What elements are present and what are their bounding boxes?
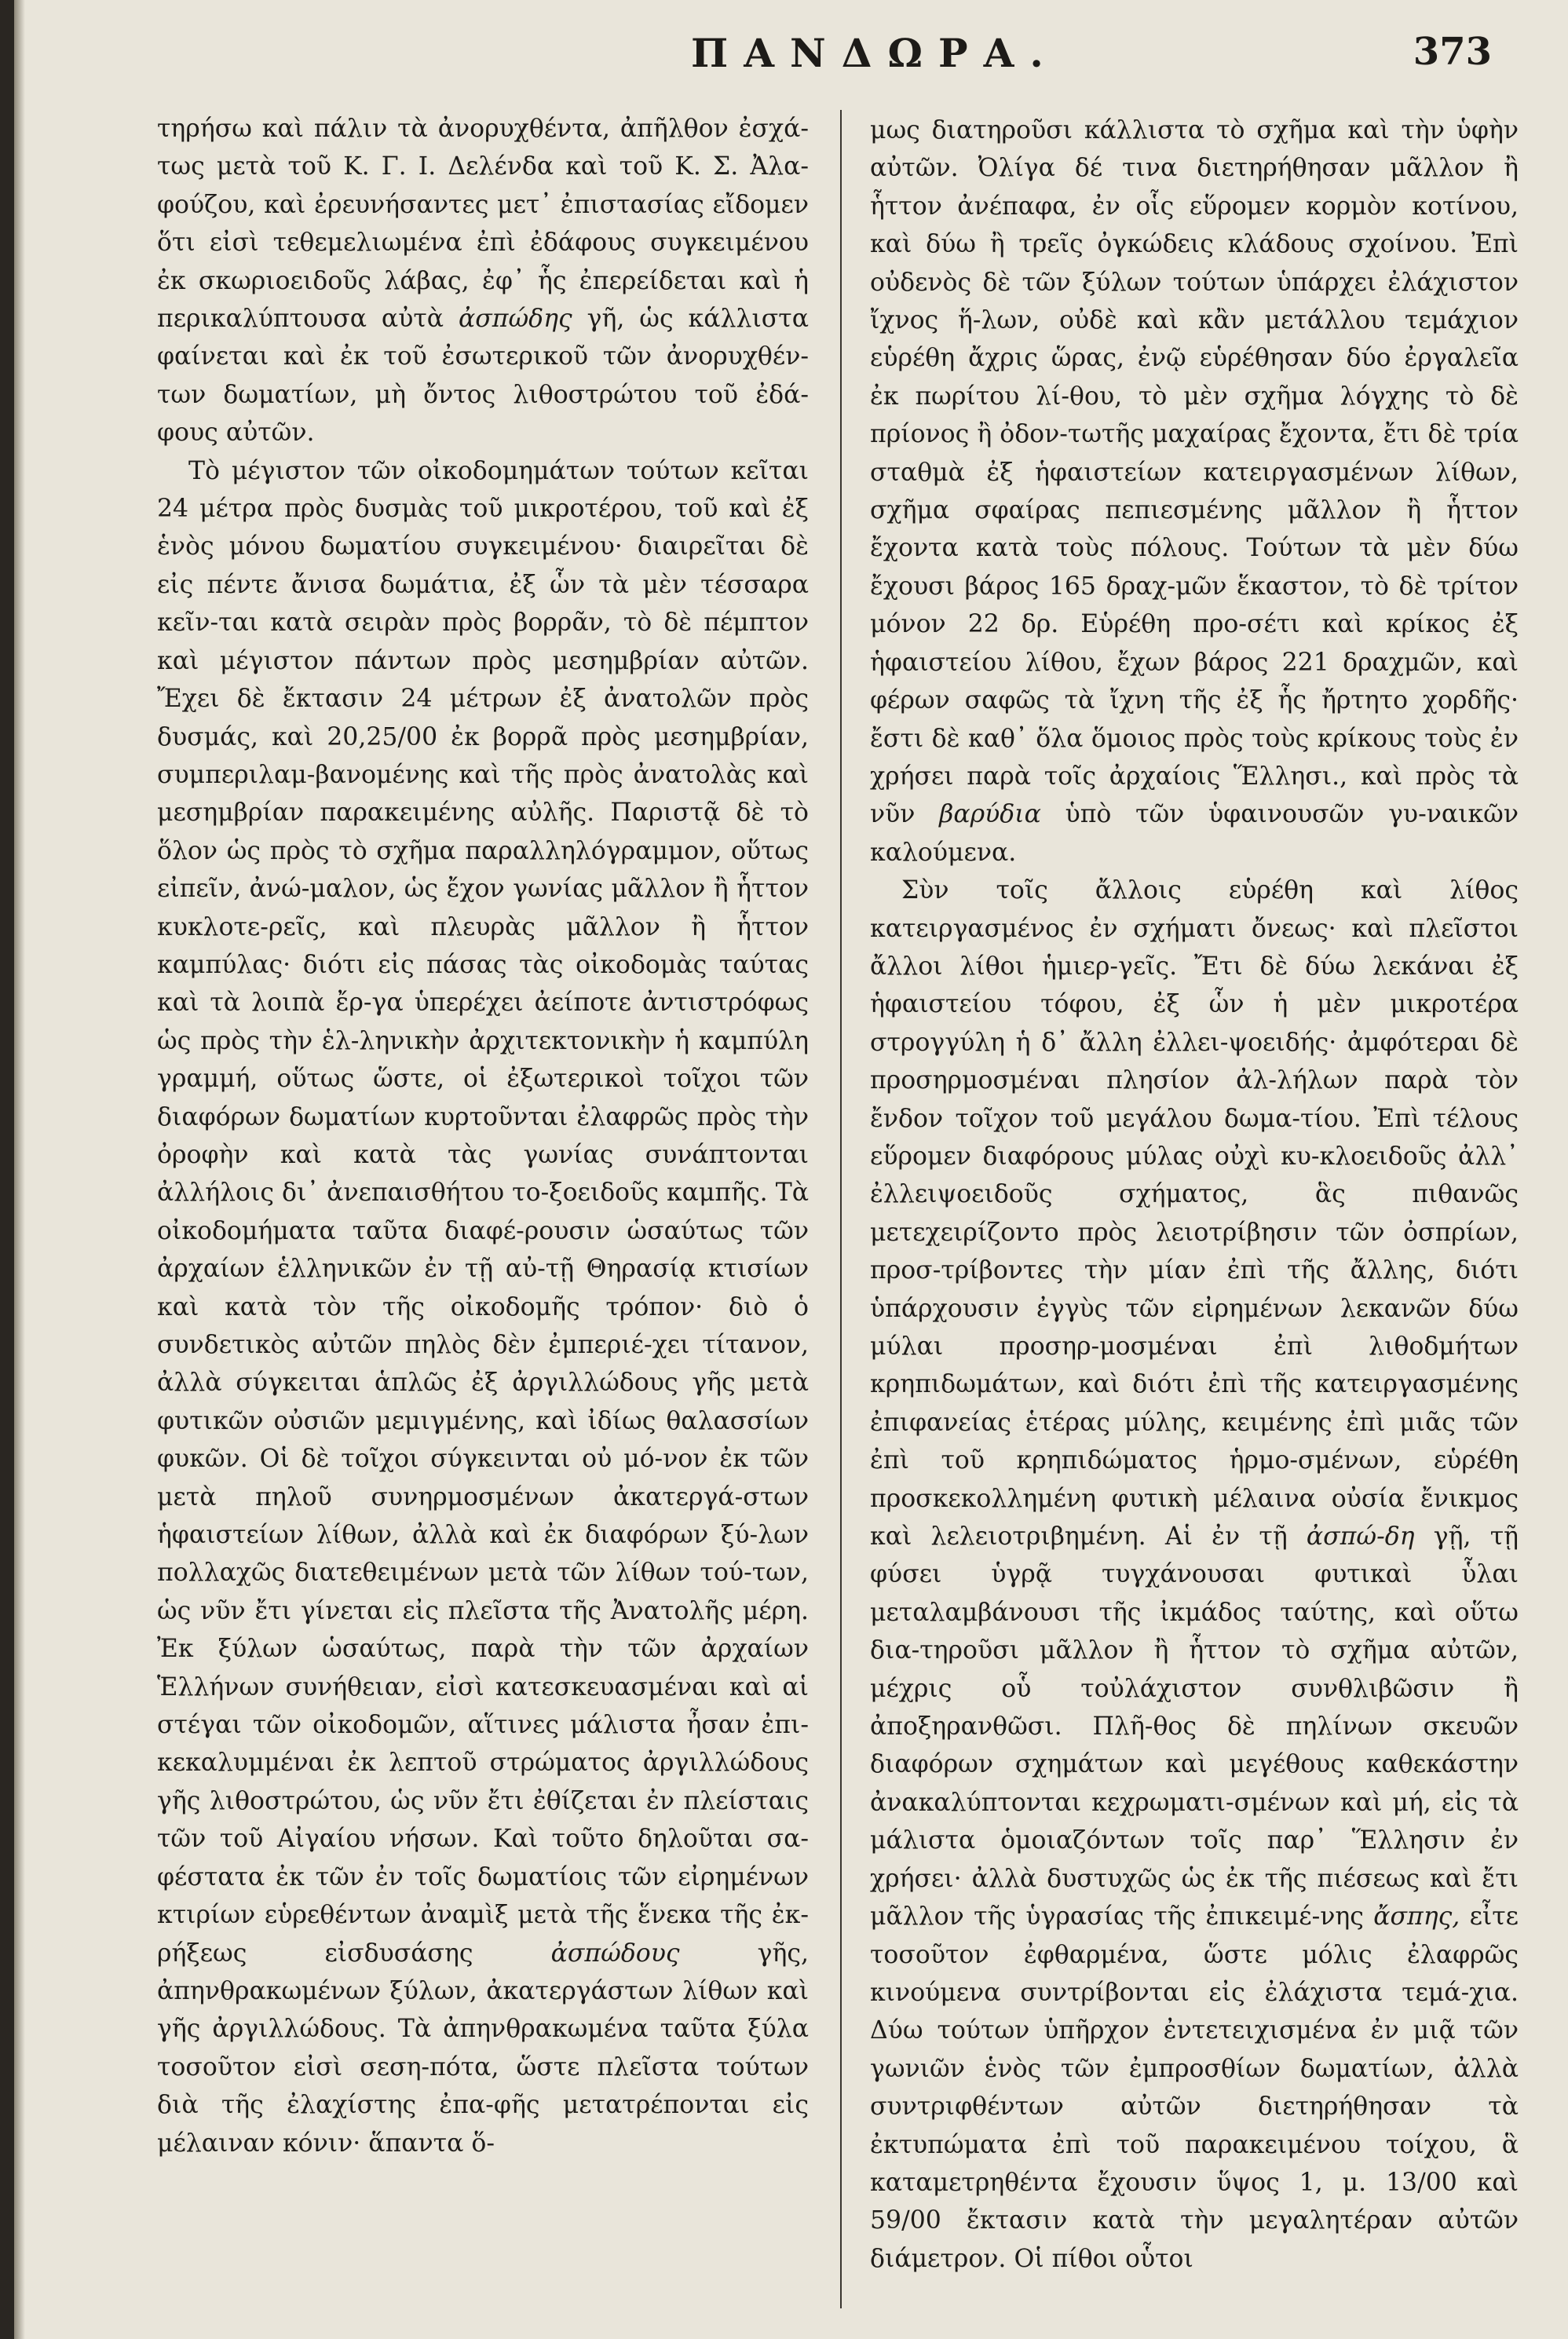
left-column bbox=[157, 110, 809, 2162]
italic-term: ἀσπώδους bbox=[550, 1939, 680, 1968]
paragraph bbox=[870, 872, 1519, 2278]
text-run: ὑπὸ τῶν ὑφαινουσῶν γυ-ναικῶν καλούμενα. bbox=[870, 800, 1519, 867]
text-run: εἶτε τοσοῦτον ἐφθαρμένα, ὥστε μόλις ἐλαφρῶς κινούμενα συντρίβονται εἰς ἐλάχιστα τεμά-χια. Δύω τούτων ὑπῆρχον ἐντετειχισμένα ἐν μιᾷ τῶν γωνιῶν ἑνὸς τῶν ἐμπροσθίων δωματίων, ἀλλὰ συντριφθέντων αὐτῶν διετηρήθησαν τὰ ἐκτυπώματα ἐπὶ τοῦ παρακειμένου τοίχου, ἃ καταμετρηθέντα ἔχουσιν ὕψος 1, μ. 13/00 καὶ 59/00 ἔκτασιν κατὰ τὴν μεγαλητέραν αὐτῶν διάμετρον. Οἱ πίθοι οὗτοι bbox=[870, 1902, 1519, 2273]
binding-shadow bbox=[14, 0, 25, 2339]
italic-term: ἀσπώ-δη bbox=[1306, 1522, 1415, 1551]
italic-term: βαρύδια bbox=[939, 800, 1041, 829]
text-run: Τὸ μέγιστον τῶν οἰκοδομημάτων τούτων κεῖται 24 μέτρα πρὸς δυσμὰς τοῦ μικροτέρου, τοῦ καὶ ἐξ ἑνὸς μόνου δωματίου συγκειμένου· διαιρεῖται δὲ εἰς πέντε ἄνισα δωμάτια, ἐξ ὧν τὰ μὲν τέσσαρα κεῖν-ται κατὰ σειρὰν πρὸς βορρᾶν, τὸ δὲ πέμπτον καὶ μέγιστον πάντων πρὸς μεσημβρίαν αὐτῶν. Ἔχει δὲ ἔκτασιν 24 μέτρων ἐξ ἀνατολῶν πρὸς δυσμάς, καὶ 20,25/00 ἐκ βορρᾶ πρὸς μεσημβρίαν, συμπεριλαμ-βανομένης καὶ τῆς πρὸς ἀνατολὰς καὶ μεσημβρίαν παρακειμένης αὐλῆς. Παριστᾷ δὲ τὸ ὅλον ὡς πρὸς τὸ σχῆμα παραλληλόγραμμον, οὕτως εἰπεῖν, ἀνώ-μαλον, ὡς ἔχον γωνίας μᾶλλον ἢ ἧττον κυκλοτε-ρεῖς, καὶ πλευρὰς μᾶλλον ἢ ἧττον καμπύλας· διότι εἰς πάσας τὰς οἰκοδομὰς ταύτας καὶ τὰ λοιπὰ ἔρ-γα ὑπερέχει ἀείποτε ἀντιστρόφως ὡς πρὸς τὴν ἑλ-ληνικὴν ἀρχιτεκτονικὴν ἡ καμπύλη γραμμή, οὕτως ὥστε, οἱ ἐξωτερικοὶ τοῖχοι τῶν διαφόρων δωματίων κυρτοῦνται ἐλαφρῶς πρὸς τὴν ὀροφὴν καὶ κατὰ τὰς γωνίας συνάπτονται ἀλλήλοις δι᾽ ἀνεπαισθήτου το-ξοειδοῦς καμπῆς. Τὰ οἰκοδομήματα ταῦτα διαφέ-ρουσιν ὡσαύτως τῶν ἀρχαίων ἑλληνικῶν ἐν τῇ αὐ-τῇ Θηρασίᾳ κτισίων καὶ κατὰ τὸν τῆς οἰκοδομῆς τρόπον· διὸ ὁ συνδετικὸς αὐτῶν πηλὸς δὲν ἐμπεριέ-χει τίτανον, ἀλλὰ σύγκειται ἁπλῶς ἐξ ἀργιλλώδους γῆς μετὰ φυτικῶν οὐσιῶν μεμιγμένης, καὶ ἰδίως θαλασσίων φυκῶν. Οἱ δὲ τοῖχοι σύγκεινται οὐ μό-νον ἐκ τῶν μετὰ πηλοῦ συνηρμοσμένων ἀκατεργά-στων ἡφαιστείων λίθων, ἀλλὰ καὶ ἐκ διαφόρων ξύ-λων πολλαχῶς διατεθειμένων μετὰ τῶν λίθων τού-των, ὡς νῦν ἔτι γίνεται εἰς πλεῖστα τῆς Ἀνατολῆς μέρη. Ἐκ ξύλων ὡσαύτως, παρὰ τὴν τῶν ἀρχαίων Ἑλλήνων συνήθειαν, εἰσὶ κατεσκευασμέναι καὶ αἱ στέγαι τῶν οἰκοδομῶν, αἵτινες μάλιστα ἦσαν ἐπι-κεκαλυμμέναι ἐκ λεπτοῦ στρώματος ἀργιλλώδους γῆς λιθοστρώτου, ὡς νῦν ἔτι ἐθίζεται ἐν πλείσταις τῶν τοῦ Αἰγαίου νήσων. Καὶ τοῦτο δηλοῦται σα-φέστατα ἐκ τῶν ἐν τοῖς δωματίοις τῶν εἰρημένων κτιρίων εὑρεθέντων ἀναμὶξ μετὰ τῆς ἕνεκα τῆς ἐκ-ρήξεως εἰσδυσάσης bbox=[157, 456, 809, 1968]
italic-term: ἄσπης, bbox=[1373, 1902, 1460, 1932]
right-column bbox=[870, 111, 1519, 2278]
page-number: 373 bbox=[1413, 30, 1492, 74]
text-run: γῆς, ἀπηνθρακωμένων ξύλων, ἀκατεργάστων λίθων καὶ γῆς ἀργιλλώδους. Τὰ ἀπηνθρακωμένα ταῦτα ξύλα τοσοῦτον εἰσὶ σεση-πότα, ὥστε πλεῖστα τούτων διὰ τῆς ἐλαχίστης ἐπα-φῆς μετατρέπονται εἰς μέλαιναν κόνιν· ἅπαντα ὅ- bbox=[157, 1939, 809, 2158]
paragraph bbox=[157, 110, 809, 452]
running-title: ΠΑΝΔΩΡΑ. bbox=[691, 30, 1059, 76]
text-run: γῆ, ὡς κάλλιστα φαίνεται καὶ ἐκ τοῦ ἐσωτερικοῦ τῶν ἀνορυχθέν-των δωματίων, μὴ ὄντος λιθοστρώτου τοῦ ἐδά-φους αὐτῶν. bbox=[157, 305, 809, 448]
paragraph bbox=[870, 111, 1519, 872]
italic-term: ἀσπώδης bbox=[459, 305, 572, 334]
text-run: μως διατηροῦσι κάλλιστα τὸ σχῆμα καὶ τὴν ὑφὴν αὐτῶν. Ὀλίγα δέ τινα διετηρήθησαν μᾶλλον ἢ ἧττον ἀνέπαφα, ἐν οἷς εὕρομεν κορμὸν κοτίνου, καὶ δύω ἢ τρεῖς ὀγκώδεις κλάδους σχοίνου. Ἐπὶ οὐδενὸς δὲ τῶν ξύλων τούτων ὑπάρχει ἐλάχιστον ἴχνος ἥ-λων, οὐδὲ καὶ κἂν μετάλλου τεμάχιον εὑρέθη ἄχρις ὥρας, ἐνῷ εὑρέθησαν δύο ἐργαλεῖα ἐκ πωρίτου λί-θου, τὸ μὲν σχῆμα λόγχης τὸ δὲ πρίονος ἢ ὀδον-τωτῆς μαχαίρας ἔχοντα, ἔτι δὲ τρία σταθμὰ ἐξ ἡφαιστείων κατειργασμένων λίθων, σχῆμα σφαίρας πεπιεσμένης μᾶλλον ἢ ἧττον ἔχοντα κατὰ τοὺς πόλους. Τούτων τὰ μὲν δύω ἔχουσι βάρος 165 δραχ-μῶν ἕκαστον, τὸ δὲ τρίτον μόνον 22 δρ. Εὑρέθη προ-σέτι καὶ κρίκος ἐξ ἡφαιστείου λίθου, ἔχων βάρος 221 δραχμῶν, καὶ φέρων σαφῶς τὰ ἴχνη τῆς ἐξ ἧς ἤρτητο χορδῆς· ἔστι δὲ καθ᾽ ὅλα ὅμοιος πρὸς τοὺς κρίκους τοὺς ἐν χρήσει παρὰ τοῖς ἀρχαίοις Ἕλλησι., καὶ πρὸς τὰ νῦν bbox=[870, 116, 1519, 829]
text-run: τηρήσω καὶ πάλιν τὰ ἀνορυχθέντα, ἀπῆλθον ἐσχά-τως μετὰ τοῦ Κ. Γ. Ι. Δελένδα καὶ τοῦ Κ. Σ. Ἀλα-φούζου, καὶ ἐρευνήσαντες μετ᾽ ἐπιστασίας εἴδομεν ὅτι εἰσὶ τεθεμελιωμένα ἐπὶ ἐδάφους συγκειμένου ἐκ σκωριοειδοῦς λάβας, ἐφ᾽ ἧς ἐπερείδεται καὶ ἡ περικαλύπτουσα αὐτὰ bbox=[157, 115, 809, 334]
column-rule bbox=[840, 110, 842, 2308]
text-run: γῇ, τῇ φύσει ὑγρᾷ τυγχάνουσαι φυτικαὶ ὗλαι μεταλαμβάνουσι τῆς ἰκμάδος ταύτης, καὶ οὕτω δια-τηροῦσι μᾶλλον ἢ ἧττον τὸ σχῆμα αὐτῶν, μέχρις οὗ τοὐλάχιστον συνθλιβῶσιν ἢ ἀποξηρανθῶσι. Πλῆ-θος δὲ πηλίνων σκευῶν διαφόρων σχημάτων καὶ μεγέθους καθεκάστην ἀνακαλύπτονται κεχρωματι-σμένων καὶ μή, εἰς τὰ μάλιστα ὁμοιαζόντων τοῖς παρ᾽ Ἕλλησιν ἐν χρήσει· ἀλλὰ δυστυχῶς ὡς ἐκ τῆς πιέσεως καὶ ἔτι μᾶλλον τῆς ὑγρασίας τῆς ἐπικειμέ-νης bbox=[870, 1522, 1519, 1932]
page-header bbox=[157, 22, 1492, 85]
text-run: Σὺν τοῖς ἄλλοις εὑρέθη καὶ λίθος κατειργασμένος ἐν σχήματι ὄνεως· καὶ πλεῖστοι ἄλλοι λίθοι ἡμιερ-γεῖς. Ἔτι δὲ δύω λεκάναι ἐξ ἡφαιστείου τόφου, ἐξ ὧν ἡ μὲν μικροτέρα στρογγύλη ἡ δ᾽ ἄλλη ἐλλει-ψοειδής· ἀμφότεραι δὲ προσηρμοσμέναι πλησίον ἀλ-λήλων παρὰ τὸν ἔνδον τοῖχον τοῦ μεγάλου δωμα-τίου. Ἐπὶ τέλους εὕρομεν διαφόρους μύλας οὐχὶ κυ-κλοειδοῦς ἀλλ᾽ ἐλλειψοειδοῦς σχήματος, ἃς πιθανῶς μετεχειρίζοντο πρὸς λειοτρίβησιν τῶν ὀσπρίων, προσ-τρίβοντες τὴν μίαν ἐπὶ τῆς ἄλλης, διότι ὑπάρχουσιν ἐγγὺς τῶν εἰρημένων λεκανῶν δύω μύλαι προσηρ-μοσμέναι ἐπὶ λιθοδμήτων κρηπιδωμάτων, καὶ διότι ἐπὶ τῆς κατειργασμένης ἐπιφανείας ἑτέρας μύλης, κειμένης ἐπὶ μιᾶς τῶν ἐπὶ τοῦ κρηπιδώματος ἡρμο-σμένων, εὑρέθη προσκεκολλημένη φυτικὴ μέλαινα οὐσία ἔνικμος καὶ λελειοτριβημένη. Αἱ ἐν τῇ bbox=[870, 876, 1519, 1551]
paragraph bbox=[157, 452, 809, 2162]
binding-gutter bbox=[0, 0, 14, 2339]
